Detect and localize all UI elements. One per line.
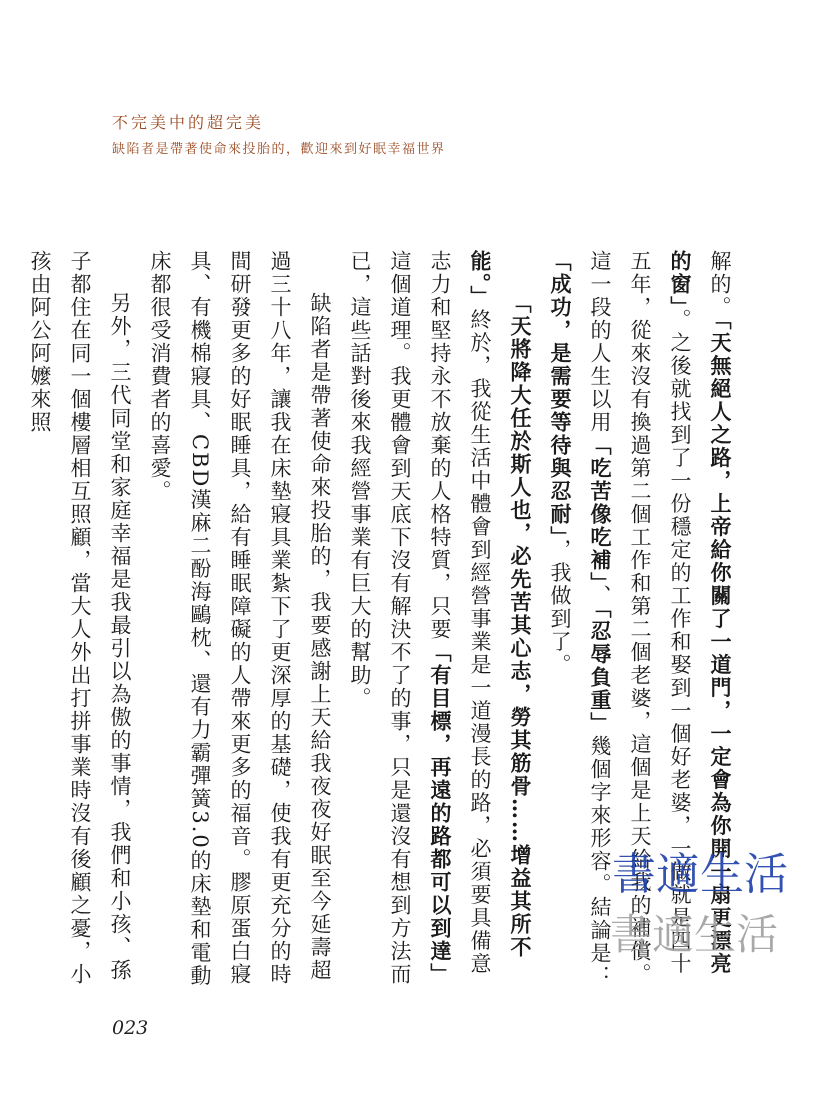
paragraph-1 xyxy=(540,250,740,990)
emphasis-quote: 「忍辱負重」 xyxy=(588,607,613,735)
text-run: 這個道理。我更體會到天底下沒有解決不了的事，只是還沒有想到方法而已，這些話對後來我經營事業有巨大的幫助。 xyxy=(348,250,412,986)
paragraph-4: 另外，三代同堂和家庭幸福是我最引以為傲的事情，我們和小孩、孫子都住在同一個樓層相互照顧，當大人外出打拼事業時沒有後顧之憂，小孩由阿公阿嬤來照 xyxy=(28,250,132,986)
text-run: 。之後就找到了一份穩定的工作和娶到一個好老婆，一做就是四十五年，從來沒有換過第二個工作和第二個老婆，這個是上天給我的補償。這一段的人生以用 xyxy=(588,250,692,986)
emphasis-quote: 「有目標，再遠的路都可以到達」 xyxy=(428,641,453,986)
emphasis-quote: 「天將降大任於斯人也，必先苦其心志，勞其筋骨……增益其所不能。」 xyxy=(468,250,533,959)
chapter-title: 不完美中的超完美 xyxy=(112,113,265,132)
emphasis-quote: 「天無絕人之路，上帝給你關了一道門，一定會為你開一扇更漂亮的窗」 xyxy=(668,250,733,976)
text-run: 終於，我從生活中體會到經營事業是一道漫長的路，必須要具備意志力和堅持永不放棄的人格特質，只要 xyxy=(428,250,492,976)
text-run: 幾個字來形容。結論是： xyxy=(588,735,612,988)
emphasis-quote: 「吃苦像吃補」 xyxy=(588,434,613,585)
body-text xyxy=(28,250,740,990)
chapter-subtitle: 缺陷者是帶著使命來投胎的，歡迎來到好眠幸福世界 xyxy=(112,142,446,157)
paragraph-3: 缺陷者是帶著使命來投胎的，我要感謝上天給我夜夜好眠至今延壽超過三十八年，讓我在床墊寢具業紮下了更深厚的基礎，使我有更充分的時間研發更多的好眠睡具，給有睡眠障礙的人帶來更多的福音。膠原蛋白寢具、有機棉寢具、CBD漢麻二酚海鷗枕、還有力霸彈簧3.0的床墊和電動床都很受消費者的喜愛。 xyxy=(148,250,332,988)
watermark-logo-shadow: 書適生活 xyxy=(610,910,779,959)
text-run: 、 xyxy=(588,584,612,608)
emphasis-quote: 「成功，是需要等待與忍耐」 xyxy=(548,250,573,539)
chapter-header xyxy=(112,112,446,160)
text-run: ，我做到了。 xyxy=(548,538,572,677)
watermark-logo: 書適生活 xyxy=(612,849,788,900)
text-run: 解的。 xyxy=(708,250,732,319)
page-number: 023 xyxy=(112,1017,149,1039)
paragraph-2 xyxy=(340,250,540,990)
